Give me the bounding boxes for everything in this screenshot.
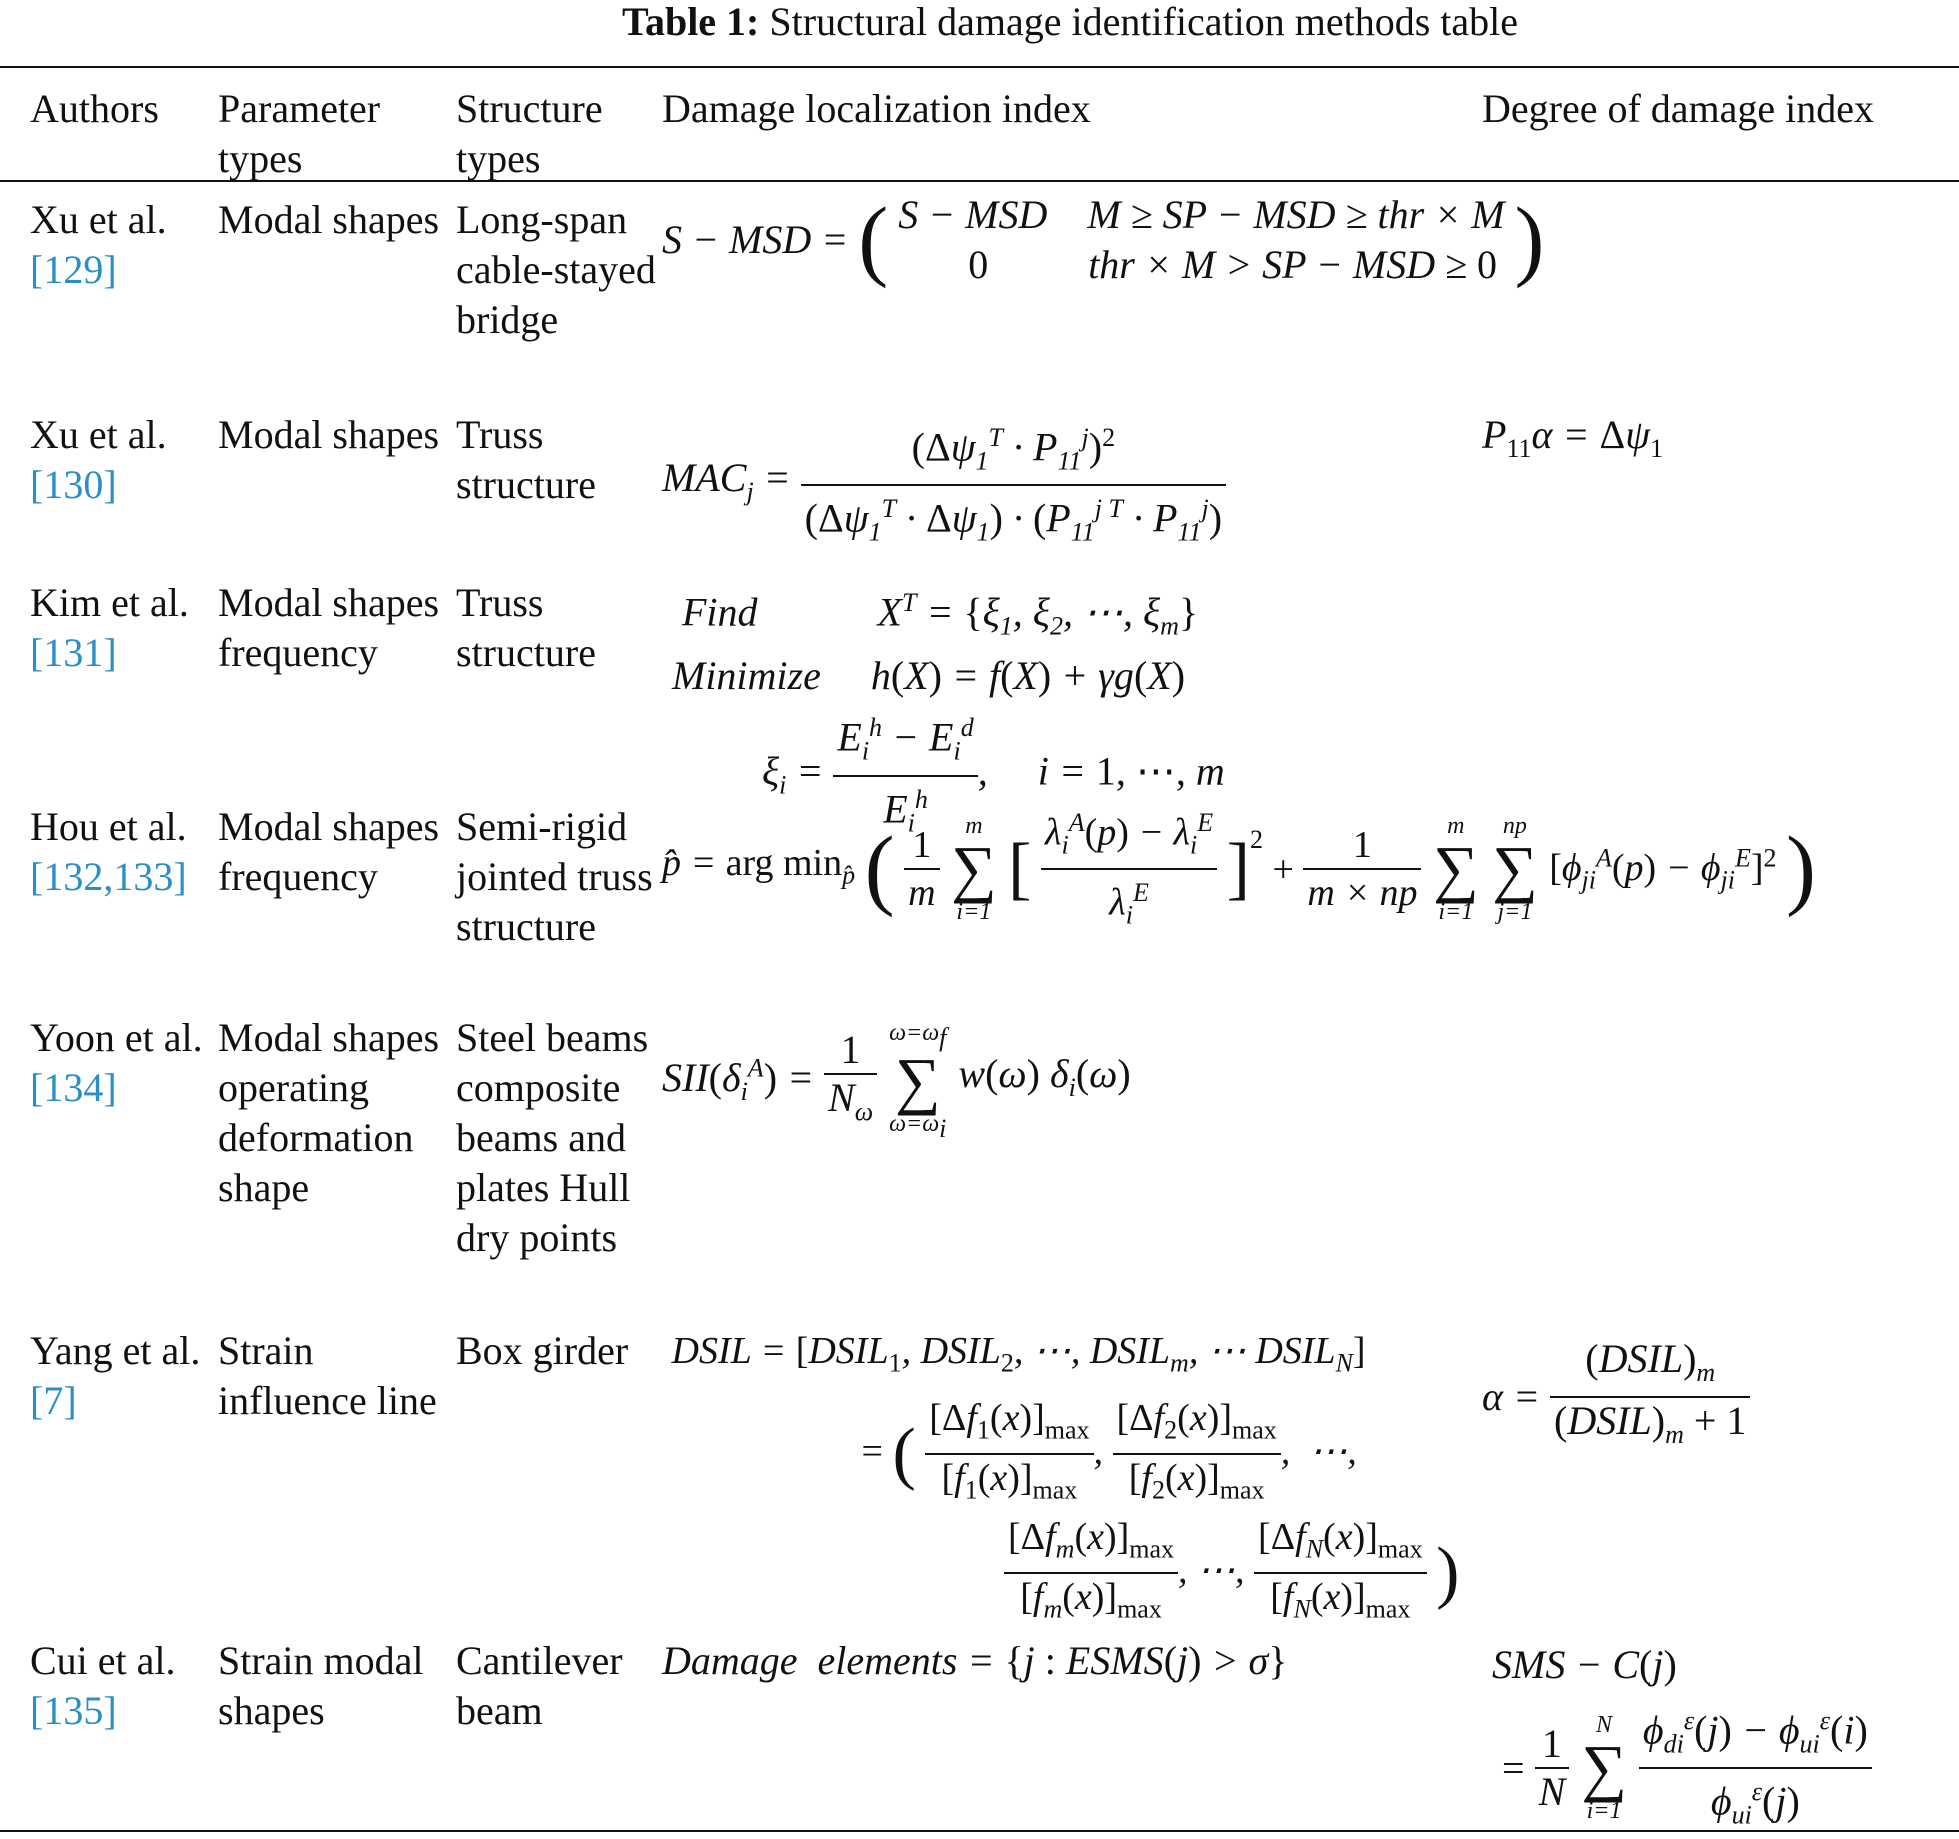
row-5-localization-formula: $SII(\delta_i^A)$ = $\frac{1}{N_\omega}$ $\omega=\omega_f$ ∑ $\omega=\omega_i$ w(ω) $\delta_i(\omega)$ bbox=[662, 1020, 1131, 1143]
row-7-parameter: Strain modal shapes bbox=[218, 1638, 424, 1733]
row-3-parameter: Modal shapes frequency bbox=[218, 580, 440, 675]
header-structure-types: Structure types bbox=[456, 86, 603, 181]
row-4-localization-formula: p̂ = arg $\min_{p̂}$ ( $\frac{1}{m}$ m ∑ i=1 [ $\frac{\lambda_i^A(p) - \lambda_i^E}{\lambda_i^E}$ ]$^2$ + $\frac{1}{m \times np}$ m ∑ i=1 np ∑ j=1 $[\phi_{ji}^A(p) - \phi_{ji}^E]^2$ ) bbox=[662, 800, 1462, 939]
row-7-structure: Cantilever beam bbox=[456, 1638, 623, 1733]
row-7-degree-formula: SMS − C(j) = $\frac{1}{N}$ N ∑ i=1 $\frac{\phi_{di}^\varepsilon(j) - \phi_{ui}^\varepsilon(i)}{\phi_{ui}^\varepsilon(j)}$ bbox=[1482, 1640, 1959, 1839]
row-2-structure: Truss structure bbox=[456, 412, 596, 507]
row-2-localization-formula: $MAC_j$ = $\frac{(\Delta\psi_1^T \cdot P_{11}^j)^2}{(\Delta\psi_1^T \cdot \Delta\psi_1) \cdot (P_{11}^{j T} \cdot P_{11}^j)}$ bbox=[662, 415, 1462, 556]
row-7-reference-link[interactable]: [135] bbox=[30, 1688, 117, 1733]
row-2-authors bbox=[30, 410, 220, 510]
table-caption bbox=[0, 0, 1959, 44]
header-localization-index: Damage localization index bbox=[662, 86, 1091, 131]
row-7-localization-formula: Damage elements = {j : ESMS(j) > σ} bbox=[662, 1638, 1288, 1683]
caption-text: Structural damage identification methods table bbox=[769, 0, 1519, 44]
row-1-localization-formula: S − MSD = ( S − MSD M ≥ SP − MSD ≥ thr × M 0 thr × M > SP − MSD ≥ 0 ) bbox=[662, 190, 1545, 289]
row-6-degree-formula: α = $\frac{(DSIL)_m}{(DSIL)_m + 1}$ bbox=[1482, 1336, 1959, 1458]
row-5-reference-link[interactable]: [134] bbox=[30, 1065, 117, 1110]
header-degree-index: Degree of damage index bbox=[1482, 86, 1875, 131]
row-1-structure: Long-span cable-stayed bridge bbox=[456, 197, 656, 342]
row-5-parameter: Modal shapes operating deformation shape bbox=[218, 1015, 440, 1210]
row-3-reference-link[interactable]: [131] bbox=[30, 630, 117, 675]
row-6-structure: Box girder bbox=[456, 1328, 629, 1373]
header-authors: Authors bbox=[30, 86, 159, 131]
row-5-authors bbox=[30, 1013, 220, 1113]
row-1-parameter: Modal shapes bbox=[218, 197, 440, 242]
row-6-reference-link[interactable]: [7] bbox=[30, 1378, 77, 1423]
row-5-author-name: Yoon et al. bbox=[30, 1015, 203, 1060]
row-7-author-name: Cui et al. bbox=[30, 1638, 176, 1683]
row-3-structure: Truss structure bbox=[456, 580, 596, 675]
row-4-authors bbox=[30, 802, 220, 902]
row-4-author-name: Hou et al. bbox=[30, 804, 187, 849]
top-rule bbox=[0, 66, 1959, 68]
row-2-reference-link[interactable]: [130] bbox=[30, 462, 117, 507]
row-4-reference-link[interactable]: [132,133] bbox=[30, 854, 187, 899]
row-7-authors bbox=[30, 1636, 220, 1736]
row-1-author-name: Xu et al. bbox=[30, 197, 167, 242]
row-6-author-name: Yang et al. bbox=[30, 1328, 201, 1373]
row-2-author-name: Xu et al. bbox=[30, 412, 167, 457]
row-6-parameter: Strain influence line bbox=[218, 1328, 437, 1423]
row-1-authors bbox=[30, 195, 220, 295]
row-1-reference-link[interactable]: [129] bbox=[30, 247, 117, 292]
row-4-structure: Semi-rigid jointed truss structure bbox=[456, 804, 653, 949]
row-2-parameter: Modal shapes bbox=[218, 412, 440, 457]
row-6-localization-formula: DSIL = [$DSIL_1$, $DSIL_2$, ⋯, $DSIL_m$, ⋯ $DSIL_N$] = ( $\frac{[\Delta f_1(x)]_{max}}{[f_1(x)]_{max}}$ , $\frac{[\Delta f_2(x)]_{max}}{[f_2(x)]_{max}}$ , ⋯, $\frac{[\Delta f_m(x)]_{max}}{[f_m(x)]_{max}}$ , ⋯, $\frac{[\Delta f_N(x)]_{max}}{[f_N(x)]_{max}}$ ) bbox=[662, 1330, 1460, 1624]
caption-label: Table 1: bbox=[621, 0, 760, 44]
row-5-structure: Steel beams composite beams and plates Hull dry points bbox=[456, 1015, 649, 1260]
header-parameter-types: Parameter types bbox=[218, 86, 381, 181]
row-3-authors bbox=[30, 578, 220, 678]
row-2-degree-formula: $P_{11}\alpha = \Delta\psi_1$ bbox=[1482, 412, 1664, 463]
row-3-localization-formula: Find $X^T = \{\xi_1$, $\xi_2$, ⋯, $\xi_m$} Minimize h(X) = f(X) + γg(X) $\xi_i$ = $\frac{E_i^h - E_i^d}{E_i^h}$ , i = 1, ⋯, m bbox=[662, 588, 1225, 837]
row-3-author-name: Kim et al. bbox=[30, 580, 189, 625]
row-6-authors bbox=[30, 1326, 220, 1426]
row-4-parameter: Modal shapes frequency bbox=[218, 804, 440, 899]
